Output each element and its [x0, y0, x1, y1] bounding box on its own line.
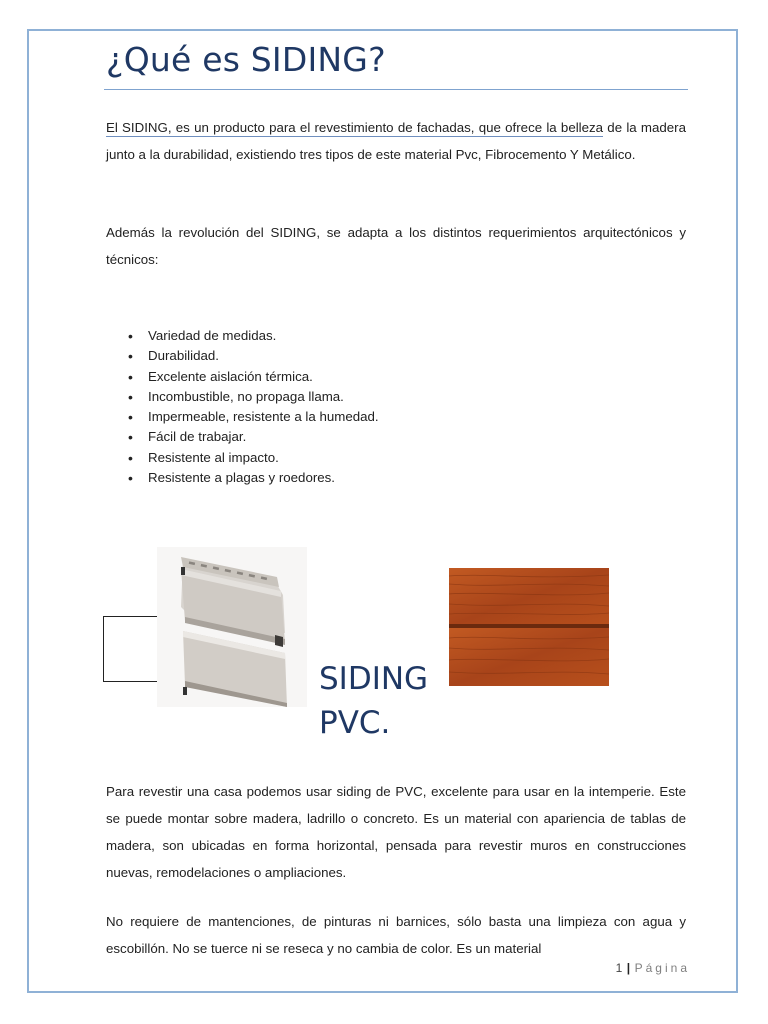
intro-rest-text: de la madera junto a la durabilidad, existiendo tres tipos de este material Pvc, Fibrocemento Y Metálico. — [106, 120, 687, 162]
footer-separator: | — [626, 961, 631, 975]
list-item: • Excelente aislación térmica. — [148, 367, 379, 387]
list-item: • Resistente a plagas y roedores. — [148, 468, 379, 488]
empty-image-frame — [103, 616, 165, 682]
pvc-siding-image — [157, 547, 307, 707]
maintenance-paragraph: No requiere de mantenciones, de pinturas ni barnices, sólo basta una limpieza con agua y escobillón. No se tuerce ni se reseca y no cambia de color. Es un material — [106, 914, 686, 956]
siding-pvc-caption — [319, 657, 428, 745]
intro-paragraph — [106, 114, 686, 168]
list-item: • Variedad de medidas. — [148, 326, 379, 346]
page-title: ¿Qué es SIDING? — [106, 40, 386, 79]
page-number: 1 — [615, 961, 623, 975]
list-item: • Fácil de trabajar. — [148, 427, 379, 447]
list-item: • Impermeable, resistente a la humedad. — [148, 407, 379, 427]
adaptation-paragraph: Además la revolución del SIDING, se adapta a los distintos requerimientos arquitectónicos y técnicos: — [106, 225, 686, 267]
wood-siding-image — [449, 568, 609, 686]
pvc-paragraph: Para revestir una casa podemos usar siding de PVC, excelente para usar en la intemperie. Este se puede montar sobre madera, ladrillo o concreto. Es un material con apariencia de tablas de madera, son ubicadas en forma horizontal, pensada para revestir muros en construcciones nuevas, remodelaciones o ampliaciones. — [106, 784, 686, 880]
intro-underlined-text: El SIDING, es un producto para el revestimiento de fachadas, que ofrece la belleza — [106, 120, 604, 135]
list-item: • Incombustible, no propaga llama. — [148, 387, 379, 407]
title-underline — [104, 89, 688, 90]
page-word: Página — [634, 961, 690, 975]
siding-caption-line2: PVC. — [319, 705, 391, 741]
features-list — [126, 326, 379, 488]
page-footer — [616, 961, 690, 975]
siding-caption-line1: SIDING — [319, 661, 429, 697]
list-item: • Durabilidad. — [148, 346, 379, 366]
list-item: • Resistente al impacto. — [148, 448, 379, 468]
